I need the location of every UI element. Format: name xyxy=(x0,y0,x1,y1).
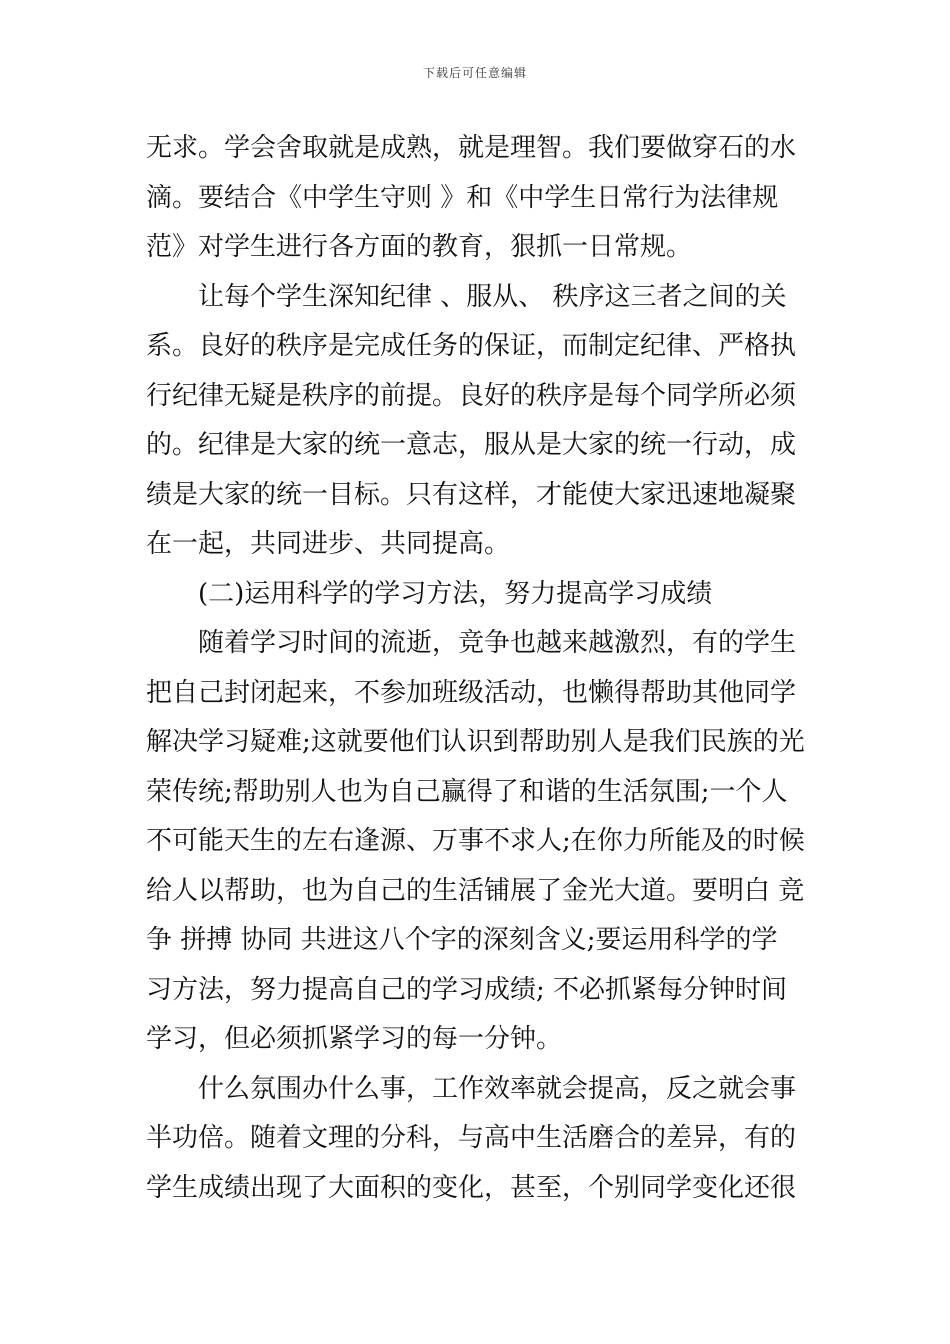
text-line: 给人以帮助，也为自己的生活铺展了金光大道。要明白 竞 xyxy=(146,875,805,906)
text-line: 让每个学生深知纪律 、服从、 秩序这三者之间的关 xyxy=(198,281,787,312)
text-line: 不可能天生的左右逢源、万事不求人;在你力所能及的时候 xyxy=(146,826,805,856)
text-line: 解决学习疑难;这就要他们认识到帮助别人是我们民族的光 xyxy=(146,727,805,757)
document-body xyxy=(146,124,810,1213)
text-line: (二)运用科学的学习方法，努力提高学习成绩 xyxy=(198,578,713,609)
text-line: 范》对学生进行各方面的教育，狠抓一日常规。 xyxy=(146,232,693,262)
text-line: 学生成绩出现了大面积的变化，甚至，个别同学变化还很 xyxy=(146,1172,797,1203)
text-line: 无求。学会舍取就是成熟，就是理智。我们要做穿石的水 xyxy=(146,133,797,163)
text-line: 荣传统;帮助别人也为自己赢得了和谐的生活氛围;一个人 xyxy=(146,776,788,807)
text-line: 绩是大家的统一目标。只有这样，才能使大家迅速地凝聚 xyxy=(146,479,797,510)
text-line: 学习，但必须抓紧学习的每一分钟。 xyxy=(146,1024,563,1054)
text-line: 争 拼搏 协同 共进这八个字的深刻含义;要运用科学的学 xyxy=(146,925,778,955)
text-line: 半功倍。随着文理的分科，与高中生活磨合的差异，有的 xyxy=(146,1123,797,1153)
text-line: 随着学习时间的流逝，竞争也越来越激烈，有的学生 xyxy=(198,628,797,658)
text-line: 什么氛围办什么事，工作效率就会提高，反之就会事 xyxy=(198,1073,797,1104)
text-line: 系。良好的秩序是完成任务的保证，而制定纪律、严格执 xyxy=(146,331,797,361)
text-line: 的。纪律是大家的统一意志，服从是大家的统一行动，成 xyxy=(146,430,797,460)
text-line: 在一起，共同进步、共同提高。 xyxy=(146,529,511,559)
text-line: 滴。要结合《中学生守则 》和《中学生日常行为法律规 xyxy=(146,182,779,213)
text-line: 行纪律无疑是秩序的前提。良好的秩序是每个同学所必须 xyxy=(146,380,797,411)
page-header: 下载后可任意编辑 xyxy=(422,66,527,80)
text-line: 把自己封闭起来，不参加班级活动，也懒得帮助其他同学 xyxy=(146,677,797,708)
text-line: 习方法，努力提高自己的学习成绩; 不必抓紧每分钟时间 xyxy=(146,974,788,1005)
